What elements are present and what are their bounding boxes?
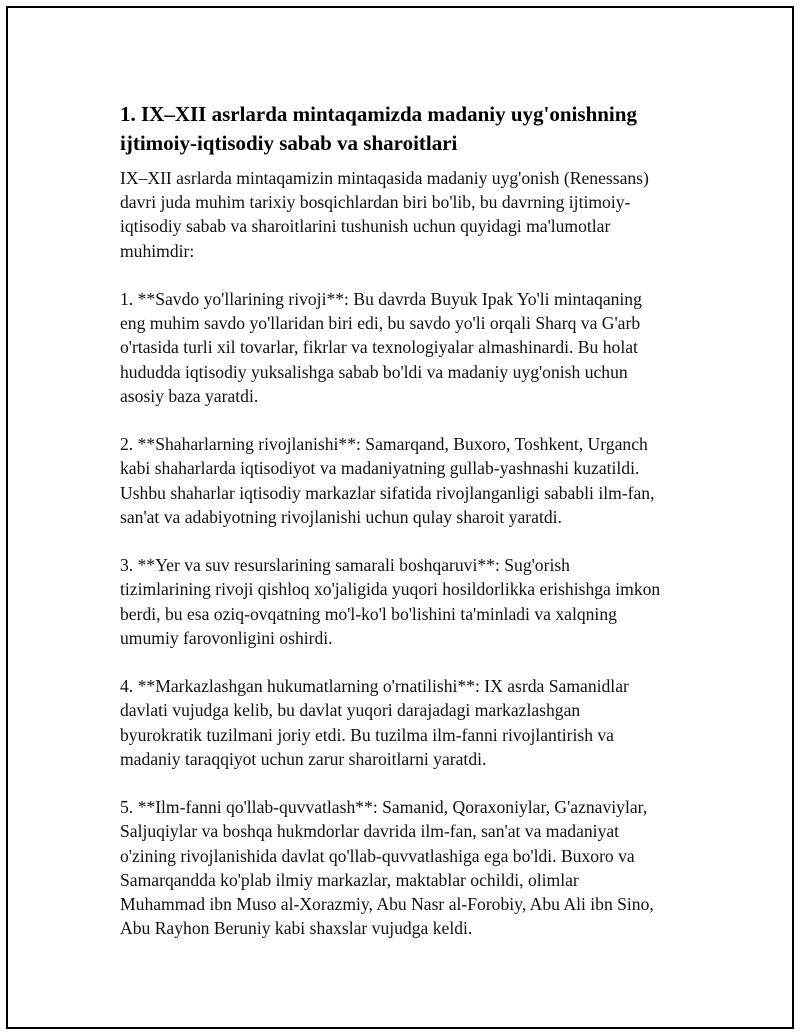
section-heading: 1. IX–XII asrlarda mintaqamizda madaniy uyg'onishning ijtimoiy-iqtisodiy sabab va sharoitlari (120, 102, 637, 155)
document-body (120, 100, 700, 965)
point-1-paragraph: 1. **Savdo yo'llarining rivoji**: Bu davrda Buyuk Ipak Yo'li mintaqaning eng muhim savdo yo'llaridan biri edi, bu savdo yo'li orqali Sharq va G'arb o'rtasida turli xil tovarlar, fikrlar va texnologiyalar almashinardi. Bu holat hududda iqtisodiy yuksalishga sabab bo'ldi va madaniy uyg'onish uchun asosiy baza yaratdi. (120, 289, 642, 406)
point-2-paragraph: 2. **Shaharlarning rivojlanishi**: Samarqand, Buxoro, Toshkent, Urganch kabi shaharlarda iqtisodiyot va madaniyatning gullab-yashnashi kuzatildi. Ushbu shaharlar iqtisodiy markazlar sifatida rivojlanganligi sababli ilm-fan, san'at va adabiyotning rivojlanishi uchun qulay sharoit yaratdi. (120, 434, 655, 527)
point-3-paragraph: 3. **Yer va suv resurslarining samarali boshqaruvi**: Sug'orish tizimlarining rivoji qishloq xo'jaligida yuqori hosildorlikka erishishga imkon berdi, bu esa oziq-ovqatning mo'l-ko'l bo'lishini ta'minladi va xalqning umumiy farovonligini oshirdi. (120, 555, 661, 648)
point-5-paragraph: 5. **Ilm-fanni qo'llab-quvvatlash**: Samanid, Qoraxoniylar, G'aznaviylar, Saljuqiylar va boshqa hukmdorlar davrida ilm-fan, san'at va madaniyat o'zining rivojlanishida davlat qo'llab-quvvatlashiga ega bo'ldi. Buxoro va Samarqandda ko'plab ilmiy markazlar, maktablar ochildi, olimlar Muhammad ibn Muso al-Xorazmiy, Abu Nasr al-Forobiy, Abu Ali ibn Sino, Abu Rayhon Beruniy kabi shaxslar vujudga keldi. (120, 797, 654, 939)
point-4-paragraph: 4. **Markazlashgan hukumatlarning o'rnatilishi**: IX asrda Samanidlar davlati vujudga kelib, bu davlat yuqori darajadagi markazlashgan byurokratik tuzilmani joriy etdi. Bu tuzilma ilm-fanni rivojlantirish va madaniy taraqqiyot uchun zarur sharoitlarni yaratdi. (120, 676, 629, 769)
document-page (6, 6, 794, 1029)
intro-paragraph: IX–XII asrlarda mintaqamizin mintaqasida madaniy uyg'onish (Renessans) davri juda muhim tarixiy bosqichlardan biri bo'lib, bu davrning ijtimoiy- iqtisodiy sabab va sharoitlarini tushunish uchun quyidagi ma'lumotlar muhimdir: (120, 168, 649, 261)
